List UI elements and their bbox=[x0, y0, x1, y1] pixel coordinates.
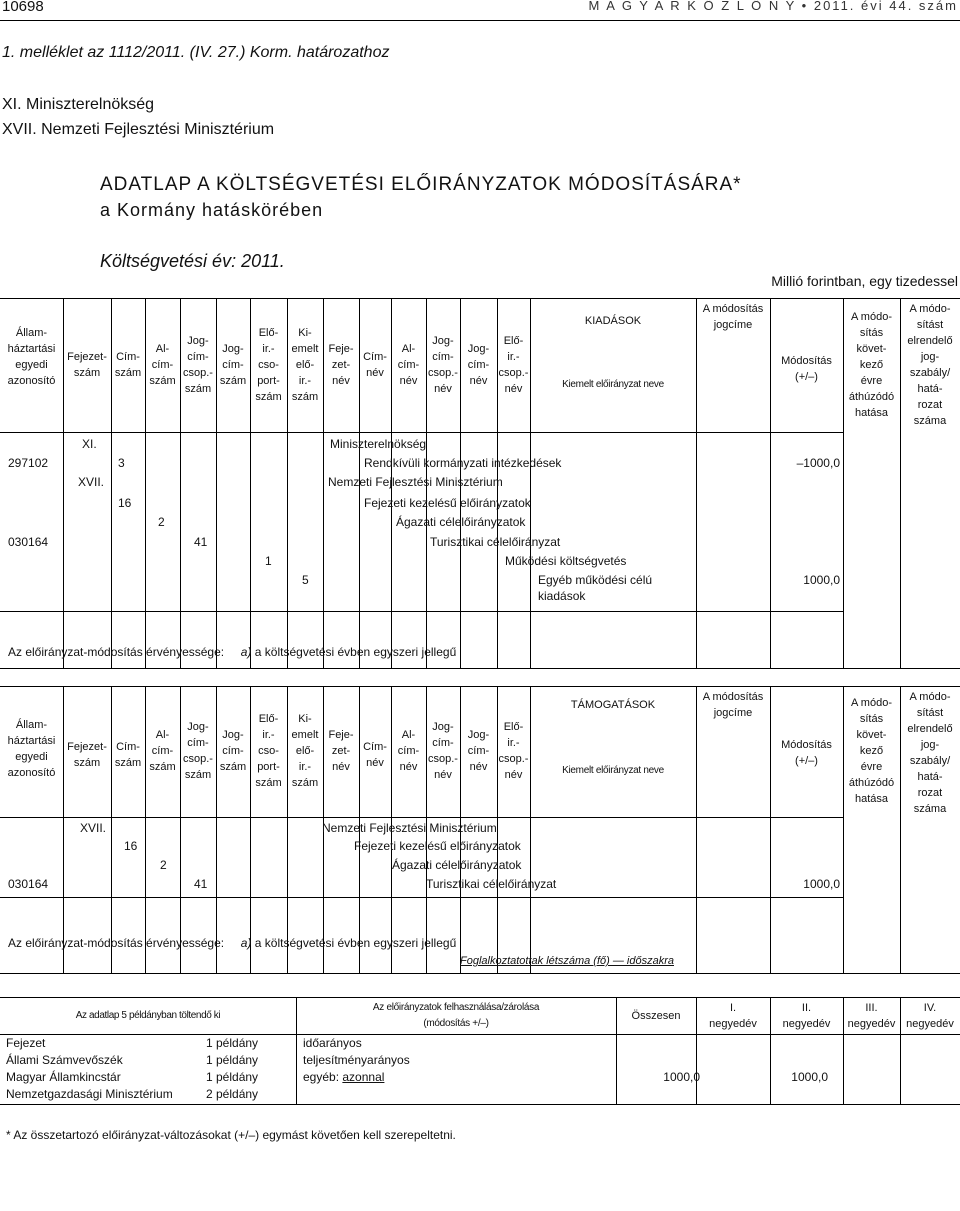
expenditure-table bbox=[0, 298, 960, 669]
row-code: 030164 bbox=[8, 535, 49, 549]
row-col-value: XVII. bbox=[78, 475, 105, 489]
col-header-fejezetnev: Feje- zet- név bbox=[328, 343, 354, 387]
kiemelt-header: Kiemelt előirányzat neve bbox=[562, 765, 664, 776]
row-name: Nemzeti Fejlesztési Minisztérium bbox=[328, 475, 503, 489]
modositas-header: Módosítás (+/–) bbox=[781, 355, 832, 383]
recipient-copies: 2 példány bbox=[206, 1087, 259, 1101]
footnote: * Az összetartozó előirányzat-változásokat (+/–) egymást követően kell szerepeltetni. bbox=[6, 1128, 456, 1142]
publication-header: M A G Y A R K Ö Z L Ö N Y • 2011. évi 44. szám bbox=[588, 0, 958, 13]
jogcime-header: A módosítás jogcíme bbox=[702, 691, 764, 719]
tamogatasok-header: TÁMOGATÁSOK bbox=[570, 699, 656, 711]
kiadasok-header: KIADÁSOK bbox=[584, 315, 642, 327]
row-col-value: 41 bbox=[194, 535, 208, 549]
row-col-value: 2 bbox=[158, 515, 165, 529]
col-header-cimszam: Cím- szám bbox=[114, 741, 142, 769]
col-header-alcimnev: Al- cím- név bbox=[397, 343, 420, 387]
col-header-azonosito: Állam- háztartási egyedi azonosító bbox=[7, 719, 56, 779]
row-name: Fejezeti kezelésű előirányzatok bbox=[354, 839, 521, 853]
recipient-copies: 1 példány bbox=[206, 1036, 259, 1050]
form-subtitle: a Kormány hatáskörében bbox=[100, 200, 324, 220]
col-header-alcimszam: Al- cím- szám bbox=[149, 729, 176, 773]
total-header: Összesen bbox=[631, 1010, 681, 1022]
distribution-table bbox=[0, 997, 960, 1105]
mode-other-label: egyéb: bbox=[303, 1070, 340, 1084]
q1-header: I. negyedév bbox=[709, 1002, 757, 1030]
usage-header: Az előirányzatok felhasználása/zárolása (módosítás +/–) bbox=[372, 1002, 540, 1029]
header-rule bbox=[0, 20, 960, 21]
row-name: Rendkívüli kormányzati intézkedések bbox=[364, 456, 562, 470]
recipient-name: Fejezet bbox=[6, 1036, 46, 1050]
col-header-kiemeltelőirszam: Ki- emelt elő- ir.- szám bbox=[291, 713, 319, 789]
col-header-alcimszam: Al- cím- szám bbox=[149, 343, 176, 387]
col-header-jogcimcsopszam: Jog- cím- csop.- szám bbox=[183, 721, 213, 781]
mode-proportional: időarányos bbox=[303, 1036, 362, 1050]
row-name: Fejezeti kezelésű előirányzatok bbox=[364, 496, 531, 510]
issue-label: 2011. évi 44. szám bbox=[813, 0, 958, 13]
total-value: 1000,0 bbox=[663, 1070, 700, 1084]
row-name: Miniszterelnökség bbox=[330, 437, 427, 451]
publication-name: M A G Y A R K Ö Z L Ö N Y bbox=[588, 0, 797, 13]
modositas-header: Módosítás (+/–) bbox=[781, 739, 832, 767]
elrendelo-header: A módo- sítást elrendelő jog- szabály/ hatá- rozat száma bbox=[907, 303, 953, 427]
ministry-line-1: XI. Miniszterelnökség bbox=[2, 96, 155, 113]
row-value: 1000,0 bbox=[803, 573, 840, 587]
recipient-copies: 1 példány bbox=[206, 1070, 259, 1084]
row-col-value: 41 bbox=[194, 877, 208, 891]
col-header-jogcimszam: Jog- cím- szám bbox=[219, 729, 247, 773]
row-value: –1000,0 bbox=[796, 456, 840, 470]
support-table bbox=[0, 686, 960, 974]
ministry-line-2: XVII. Nemzeti Fejlesztési Minisztérium bbox=[2, 121, 275, 138]
q2-header: II. negyedév bbox=[782, 1002, 831, 1030]
row-name: Működési költségvetés bbox=[505, 554, 627, 568]
col-header-jogcimnev: Jog- cím- név bbox=[467, 729, 490, 773]
row-name-cont: kiadások bbox=[538, 589, 586, 603]
q4-header: IV. negyedév bbox=[906, 1002, 954, 1030]
col-header-jogcimcsopnev: Jog- cím- csop.- név bbox=[428, 721, 458, 781]
kiemelt-header: Kiemelt előirányzat neve bbox=[562, 379, 664, 390]
col-header-eloircsopnev: Elő- ir.- csop.- név bbox=[498, 721, 529, 781]
validity-label: Az előirányzat-módosítás érvényessége: bbox=[8, 645, 225, 659]
col-header-jogcimszam: Jog- cím- szám bbox=[219, 343, 247, 387]
row-col-value: XVII. bbox=[80, 821, 107, 835]
row-name: Nemzeti Fejlesztési Minisztérium bbox=[322, 821, 497, 835]
col-header-cimnev: Cím- név bbox=[363, 741, 387, 769]
recipient-name: Nemzetgazdasági Minisztérium bbox=[6, 1087, 173, 1101]
validity-line bbox=[8, 645, 456, 659]
row-code: 030164 bbox=[8, 877, 49, 891]
unit-label: Millió forintban, egy tizedessel bbox=[771, 273, 958, 289]
row-col-value: 16 bbox=[124, 839, 138, 853]
jogcime-header: A módosítás jogcíme bbox=[702, 303, 764, 331]
elrendelo-header: A módo- sítást elrendelő jog- szabály/ hatá- rozat száma bbox=[907, 691, 953, 815]
annex-title: 1. melléklet az 1112/2011. (IV. 27.) Korm. határozathoz bbox=[2, 44, 390, 61]
col-header-jogcimnev: Jog- cím- név bbox=[467, 343, 490, 387]
col-header-cimszam: Cím- szám bbox=[114, 351, 142, 379]
validity-label: Az előirányzat-módosítás érvényessége: bbox=[8, 936, 225, 950]
col-header-jogcimcsopszam: Jog- cím- csop.- szám bbox=[183, 335, 213, 395]
col-header-alcimnev: Al- cím- név bbox=[397, 729, 420, 773]
mode-performance: teljesítményarányos bbox=[303, 1053, 410, 1067]
budget-year: Költségvetési év: 2011. bbox=[100, 251, 285, 271]
col-header-kiemeltelőirszam: Ki- emelt elő- ir.- szám bbox=[291, 327, 319, 403]
col-header-azonosito: Állam- háztartási egyedi azonosító bbox=[7, 327, 56, 387]
col-header-fejezetszam: Fejezet- szám bbox=[67, 351, 107, 379]
col-header-cimnev: Cím- név bbox=[363, 351, 387, 379]
row-name: Ágazati célelőirányzatok bbox=[396, 515, 526, 529]
row-name: Ágazati célelőirányzatok bbox=[392, 858, 522, 872]
col-header-jogcimcsopnev: Jog- cím- csop.- név bbox=[428, 335, 458, 395]
row-col-value: XI. bbox=[82, 437, 97, 451]
row-col-value: 5 bbox=[302, 573, 309, 587]
row-col-value: 16 bbox=[118, 496, 132, 510]
athuzodo-header: A módo- sítás követ- kező évre áthúzódó hatása bbox=[848, 697, 895, 805]
validity-option-a: a) bbox=[240, 645, 252, 659]
mode-immediate: azonnal bbox=[342, 1070, 385, 1084]
recipient-name: Magyar Államkincstár bbox=[6, 1070, 121, 1084]
row-name: Turisztikai célelőirányzat bbox=[430, 535, 561, 549]
q1-value: 1000,0 bbox=[791, 1070, 828, 1084]
validity-text: a költségvetési évben egyszeri jellegű bbox=[254, 936, 457, 950]
validity-line bbox=[8, 936, 456, 950]
row-code: 297102 bbox=[8, 456, 49, 470]
row-name: Egyéb működési célú bbox=[538, 573, 653, 587]
col-header-eloircsoportszam: Elő- ir.- cso- port- szám bbox=[255, 327, 282, 403]
mode-other bbox=[303, 1070, 384, 1084]
recipient-copies: 1 példány bbox=[206, 1053, 259, 1067]
row-value: 1000,0 bbox=[803, 877, 840, 891]
athuzodo-header: A módo- sítás követ- kező évre áthúzódó hatása bbox=[848, 311, 895, 419]
col-header-eloircsoportszam: Elő- ir.- cso- port- szám bbox=[255, 713, 282, 789]
col-header-fejezetnev: Feje- zet- név bbox=[328, 729, 354, 773]
row-col-value: 3 bbox=[118, 456, 125, 470]
recipient-name: Állami Számvevőszék bbox=[6, 1053, 123, 1067]
validity-option-a: a) bbox=[240, 936, 252, 950]
copies-header: Az adatlap 5 példányban töltendő ki bbox=[75, 1010, 221, 1021]
col-header-eloircsopnev: Elő- ir.- csop.- név bbox=[498, 335, 529, 395]
q3-header: III. negyedév bbox=[847, 1002, 896, 1030]
form-title: ADATLAP A KÖLTSÉGVETÉSI ELŐIRÁNYZATOK MÓDOSÍTÁSÁRA* bbox=[100, 174, 742, 195]
validity-text: a költségvetési évben egyszeri jellegű bbox=[254, 645, 457, 659]
row-col-value: 2 bbox=[160, 858, 167, 872]
row-col-value: 1 bbox=[265, 554, 272, 568]
col-header-fejezetszam: Fejezet- szám bbox=[67, 741, 107, 769]
staff-label: Foglalkoztatottak létszáma (fő) — időszakra bbox=[460, 955, 674, 967]
page-number: 10698 bbox=[2, 0, 44, 15]
row-name: Turisztikai célelőirányzat bbox=[426, 877, 557, 891]
